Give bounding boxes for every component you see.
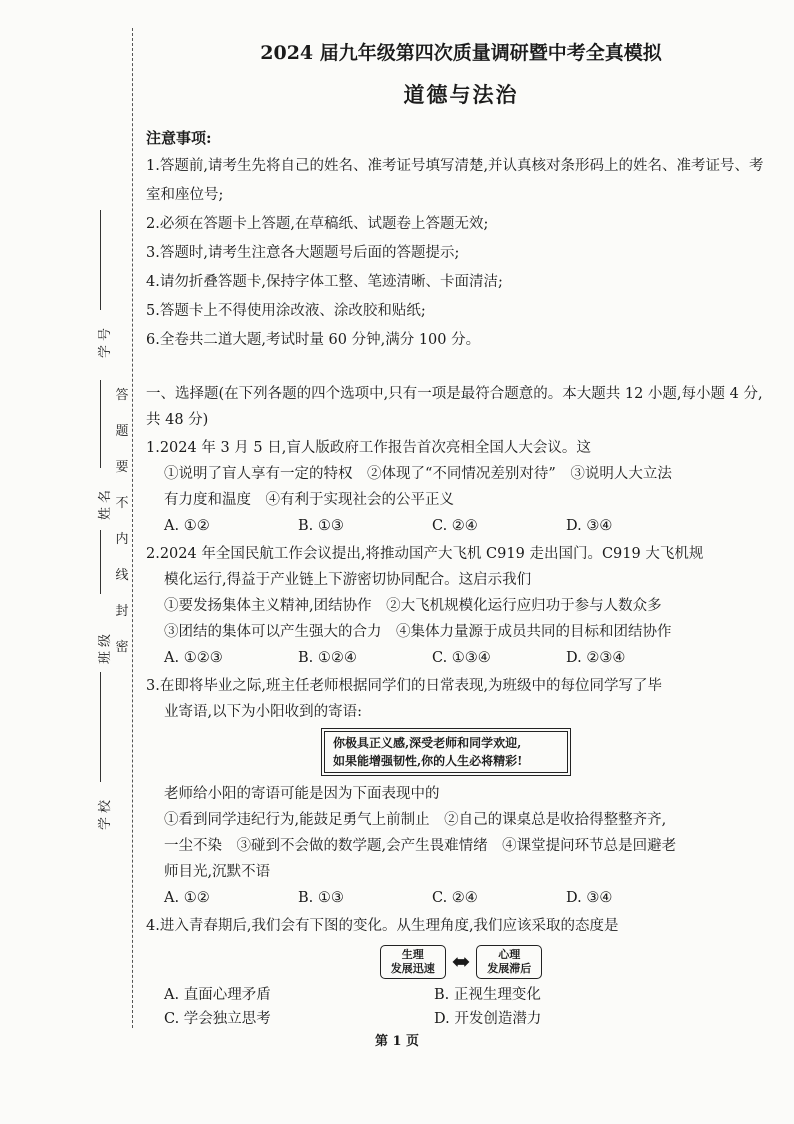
notice-item: 4.请勿折叠答题卡,保持字体工整、笔迹清晰、卡面清洁;	[146, 274, 503, 290]
option-c: C. ②④	[432, 518, 478, 534]
option-a: A. ①②③	[164, 650, 223, 666]
warning-char: 封	[115, 604, 129, 619]
notice-item: 1.答题前,请考生先将自己的姓名、准考证号填写清楚,并认真核对条形码上的姓名、准考证号、考室和座位号;	[146, 158, 764, 203]
question-4-options	[146, 983, 776, 1031]
warning-char: 答	[115, 388, 129, 403]
option-d: D. 开发创造潜力	[434, 1011, 542, 1027]
option-c: C. 学会独立思考	[164, 1011, 271, 1027]
school-label: 学校	[98, 795, 113, 830]
question-1-options	[146, 513, 776, 539]
warning-char: 线	[115, 568, 129, 583]
class-underline	[100, 672, 101, 782]
student-number-underline	[100, 210, 101, 310]
warning-char: 要	[115, 460, 129, 475]
box-label: 生理	[401, 948, 424, 961]
question-4	[146, 913, 776, 939]
puberty-diagram	[146, 945, 776, 979]
notice-heading: 注意事项:	[146, 129, 212, 147]
option-b: B. ①③	[298, 518, 344, 534]
question-stem-cont: 业寄语,以下为小阳收到的寄语:	[164, 704, 362, 720]
message-line: 你极具正义感,深受老师和同学欢迎,	[333, 736, 522, 750]
notice-item: 3.答题时,请考生注意各大题题号后面的答题提示;	[146, 245, 460, 261]
warning-char: 题	[115, 424, 129, 439]
option-a: A. ①②	[164, 518, 210, 534]
exam-title: 2024 届九年级第四次质量调研暨中考全真模拟	[260, 42, 662, 64]
notice-section	[146, 127, 776, 355]
option-c: C. ②④	[432, 890, 478, 906]
question-2-options	[146, 645, 776, 671]
option-d: D. ②③④	[566, 650, 626, 666]
box-label: 发展迅速	[390, 962, 435, 975]
question-stem: 1.2024 年 3 月 5 日,盲人版政府工作报告首次亮相全国人大会议。这	[146, 440, 591, 456]
notice-item: 2.必须在答题卡上答题,在草稿纸、试题卷上答题无效;	[146, 216, 489, 232]
box-label: 发展滞后	[487, 962, 532, 975]
question-1	[146, 435, 776, 513]
notice-item: 6.全卷共二道大题,考试时量 60 分钟,满分 100 分。	[146, 332, 481, 348]
name-underline	[100, 380, 101, 468]
statement-line: 师目光,沉默不语	[164, 864, 271, 880]
question-stem: 3.在即将毕业之际,班主任老师根据同学们的日常表现,为班级中的每位同学写了毕	[146, 678, 663, 694]
notice-item: 5.答题卡上不得使用涂改液、涂改胶和贴纸;	[146, 303, 426, 319]
question-3-options	[146, 885, 776, 911]
statement-line: 有力度和温度 ④有利于实现社会的公平正义	[164, 492, 454, 508]
option-d: D. ③④	[566, 518, 613, 534]
class-label: 班级	[98, 629, 113, 664]
name-underline-2	[100, 530, 101, 594]
question-stem-cont: 模化运行,得益于产业链上下游密切协同配合。这启示我们	[164, 572, 532, 588]
page-number: 第 1 页	[374, 1034, 420, 1049]
question-ask: 老师给小阳的寄语可能是因为下面表现中的	[164, 786, 440, 802]
warning-char: 密	[115, 640, 129, 655]
option-c: C. ①③④	[432, 650, 491, 666]
message-line: 如果能增强韧性,你的人生必将精彩!	[333, 754, 523, 768]
sealed-line-warning	[114, 378, 130, 666]
option-b: B. ①③	[298, 890, 344, 906]
option-d: D. ③④	[566, 890, 613, 906]
question-stem: 4.进入青春期后,我们会有下图的变化。从生理角度,我们应该采取的态度是	[146, 918, 619, 934]
teacher-message-box	[324, 731, 568, 773]
option-a: A. ①②	[164, 890, 210, 906]
box-label: 心理	[498, 948, 521, 961]
double-arrow-icon: ⬌	[451, 949, 471, 975]
section-heading: 一、选择题(在下列各题的四个选项中,只有一项是最符合题意的。本大题共 12 小题,每小题 4 分,共 48 分)	[146, 386, 763, 428]
exam-content	[146, 30, 776, 1031]
physical-development-box	[380, 945, 446, 979]
statement-line: ①说明了盲人享有一定的特权 ②体现了“不同情况差别对待” ③说明人大立法	[164, 466, 672, 482]
subject-title: 道德与法治	[403, 82, 519, 107]
statement-line: 一尘不染 ③碰到不会做的数学题,会产生畏难情绪 ④课堂提问环节总是回避老	[164, 838, 677, 854]
question-2	[146, 541, 776, 645]
name-label: 姓名	[98, 485, 113, 520]
statement-line: ①看到同学违纪行为,能鼓足勇气上前制止 ②自己的课桌总是收拾得整整齐齐,	[164, 812, 667, 828]
option-b: B. ①②④	[298, 650, 357, 666]
option-b: B. 正视生理变化	[434, 987, 541, 1003]
question-3-body	[146, 781, 776, 885]
psychological-development-box	[476, 945, 542, 979]
statement-line: ③团结的集体可以产生强大的合力 ④集体力量源于成员共同的目标和团结协作	[164, 624, 672, 640]
warning-char: 内	[115, 532, 129, 547]
student-number-label: 学号	[98, 323, 113, 358]
question-3	[146, 673, 776, 725]
option-a: A. 直面心理矛盾	[164, 987, 271, 1003]
warning-char: 不	[115, 496, 129, 511]
question-stem: 2.2024 年全国民航工作会议提出,将推动国产大飞机 C919 走出国门。C919 大飞机规	[146, 546, 704, 562]
binding-dashed-line	[132, 28, 133, 1028]
statement-line: ①要发扬集体主义精神,团结协作 ②大飞机规模化运行应归功于参与人数众多	[164, 598, 662, 614]
